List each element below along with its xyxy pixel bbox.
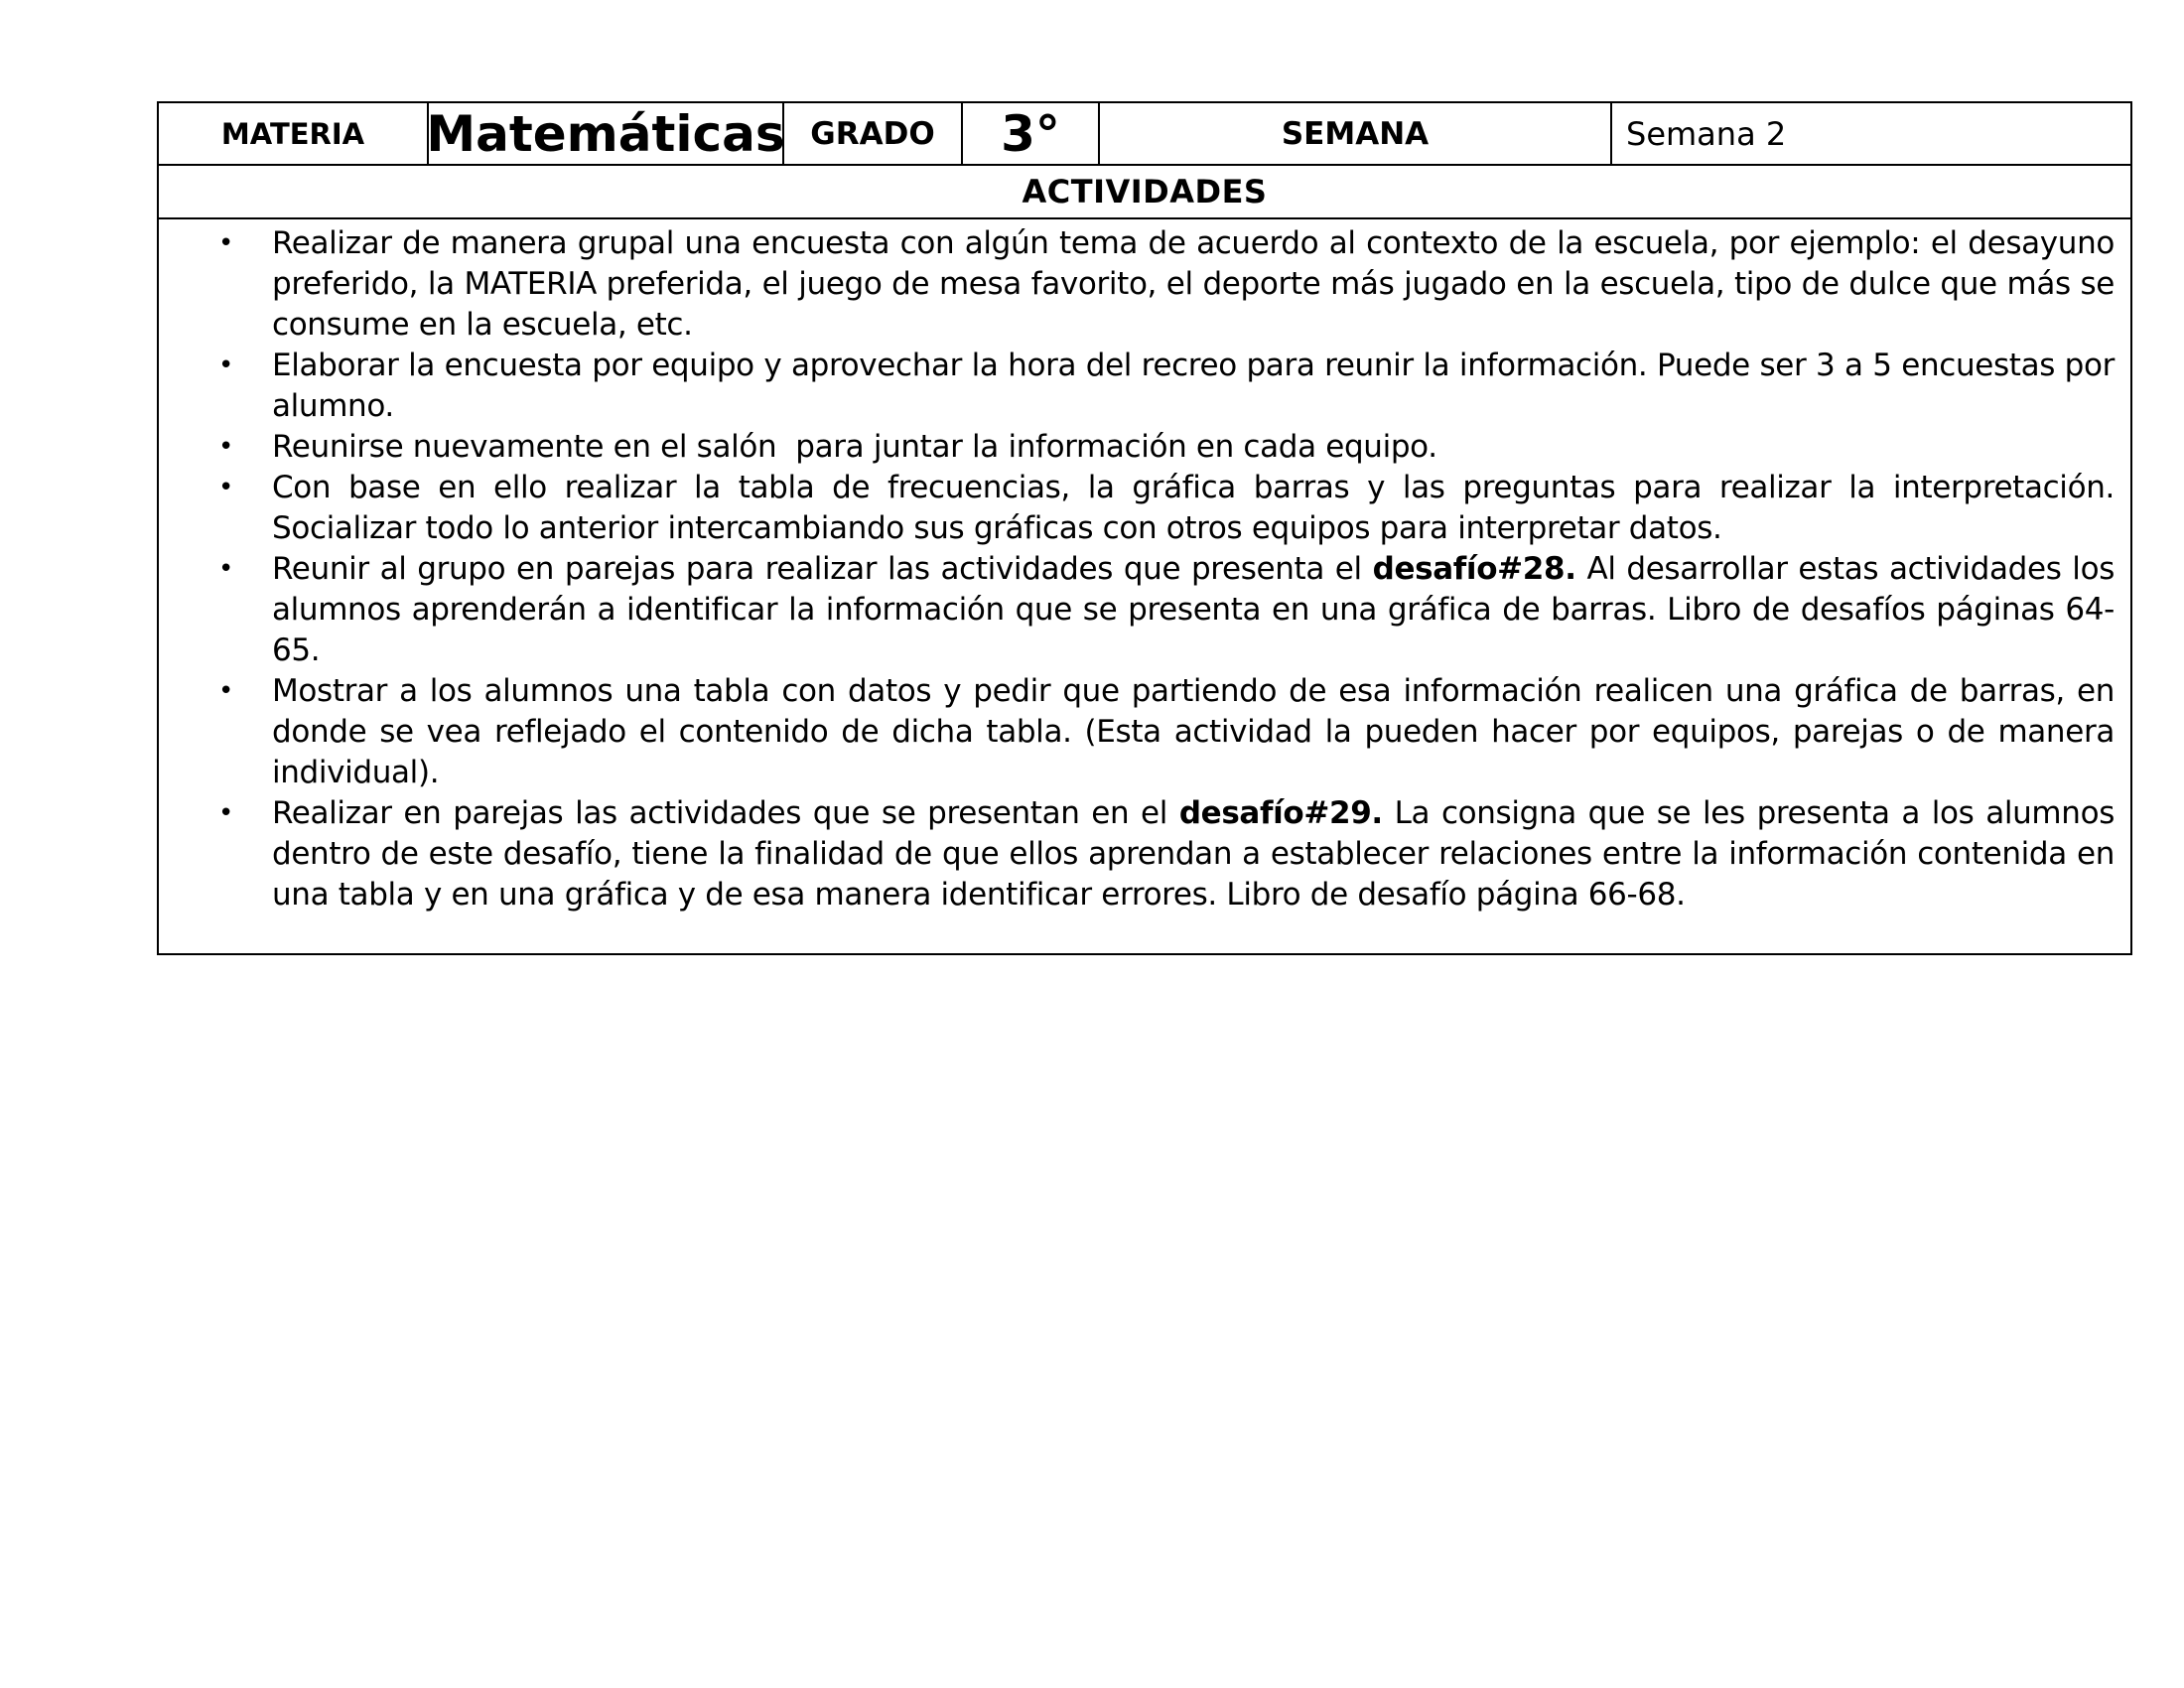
bullet-icon: •	[218, 473, 233, 502]
activities-title: ACTIVIDADES	[159, 166, 2130, 219]
activity-item-7	[159, 793, 2115, 915]
bullet-icon: •	[218, 554, 233, 584]
activity-plan-table	[157, 101, 2132, 955]
activity-text: Con base en ello realizar la tabla de frecuencias, la gráfica barras y las preguntas para realizar la interpretación. Socializar todo lo anterior intercambiando sus gráficas con otros equipos para interpretar datos.	[272, 470, 2115, 546]
materia-value: Matemáticas	[426, 104, 785, 163]
bullet-icon: •	[218, 676, 233, 706]
activity-item-3	[159, 427, 2115, 468]
activity-item-1	[159, 223, 2115, 346]
bullet-icon: •	[218, 798, 233, 828]
grado-value: 3°	[963, 103, 1100, 164]
desafio-29-reference: desafío#29.	[1178, 795, 1383, 831]
activity-text-after: Al desarrollar estas actividades los alumnos aprenderán a identificar la información que se presenta en una gráfica de barras. Libro de desafíos páginas 64-65.	[272, 551, 2115, 668]
activity-text: Reunirse nuevamente en el salón para juntar la información en cada equipo.	[272, 429, 1437, 465]
bullet-icon: •	[218, 351, 233, 380]
activity-text: Mostrar a los alumnos una tabla con datos y pedir que partiendo de esa información realicen una gráfica de barras, en donde se vea reflejado el contenido de dicha tabla. (Esta actividad la pueden hacer por equipos, parejas o de manera individual).	[272, 673, 2115, 790]
activity-text-before: Reunir al grupo en parejas para realizar las actividades que presenta el	[272, 551, 1373, 587]
activity-item-6	[159, 671, 2115, 793]
bullet-icon: •	[218, 228, 233, 258]
activity-text: Realizar de manera grupal una encuesta con algún tema de acuerdo al contexto de la escuela, por ejemplo: el desayuno preferido, la MATERIA preferida, el juego de mesa favorito, el deporte más jugado en la escuela, tipo de dulce que más se consume en la escuela, etc.	[272, 225, 2115, 343]
activities-list	[159, 219, 2130, 953]
activity-text-after: La consigna que se les presenta a los alumnos dentro de este desafío, tiene la finalidad de que ellos aprendan a establecer relaciones entre la información contenida en una tabla y en una gráfica y de esa manera identificar errores. Libro de desafío página 66-68.	[272, 795, 2115, 913]
grado-label: GRADO	[784, 103, 963, 164]
semana-value: Semana 2	[1626, 114, 1787, 153]
activity-text: Elaborar la encuesta por equipo y aprovechar la hora del recreo para reunir la información. Puede ser 3 a 5 encuestas por alumno.	[272, 348, 2115, 424]
materia-label: MATERIA	[159, 103, 429, 164]
activity-item-2	[159, 346, 2115, 427]
bullet-icon: •	[218, 432, 233, 462]
activity-item-4	[159, 468, 2115, 549]
activity-text-before: Realizar en parejas las actividades que se presentan en el	[272, 795, 1179, 831]
header-row	[159, 103, 2130, 166]
activity-item-5	[159, 549, 2115, 671]
semana-label: SEMANA	[1100, 103, 1612, 164]
desafio-28-reference: desafío#28.	[1372, 551, 1576, 587]
